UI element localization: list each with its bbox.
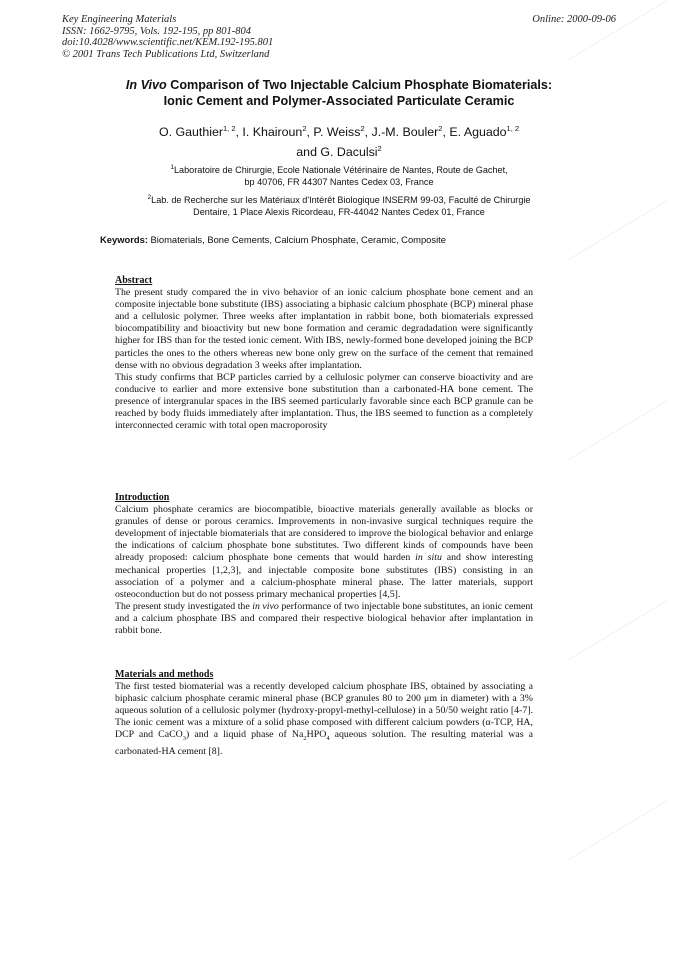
author-list: [40, 121, 638, 160]
subscript: 4: [326, 735, 330, 743]
affiliation-text: Lab. de Recherche sur les Matériaux d'Intérêt Biologique INSERM 99-03, Faculté de Chirurgie: [151, 195, 531, 206]
methods-text: aqueous solution. The resulting material was a carbonated-HA cement [8].: [115, 729, 534, 757]
author-name: O. Gauthier: [158, 125, 223, 140]
affiliation-2-line-1: [40, 192, 638, 206]
introduction-paragraph-1: [115, 504, 533, 601]
author-affil-mark: 1, 2: [506, 124, 520, 133]
methods-heading: Materials and methods: [115, 669, 214, 680]
affiliation-2: [40, 192, 638, 218]
author-affil-mark: 2: [302, 124, 307, 133]
faint-watermark: [558, 0, 678, 959]
affiliation-1-line-2: bp 40706, FR 44307 Nantes Cedex 03, France: [244, 177, 434, 188]
author-affil-mark: 2: [360, 124, 365, 133]
intro-text: Calcium phosphate ceramics are biocompatible, bioactive materials generally available as blocks or granules of dense or porous ceramics. Improvements in non-invasive surgical techniques require the development of injectable biomaterials that are considered to improve the biological behavior and enlarge the indications of calcium phosphate bone substitutes. Two different kinds of compounds have been already proposed: calcium phosphate bone cements that would harden: [115, 504, 533, 564]
intro-text: The present study investigated the: [115, 600, 253, 612]
methods-text: ) and a liquid phase of Na: [186, 729, 304, 741]
authors-line-1: [40, 121, 638, 141]
author-name: , P. Weiss: [306, 125, 361, 140]
journal-name: Key Engineering Materials: [62, 14, 177, 25]
intro-italic: in vivo: [252, 600, 279, 612]
paper-title: [40, 78, 638, 109]
introduction-heading: Introduction: [115, 492, 170, 503]
abstract-section: [115, 275, 533, 432]
affiliation-1: [40, 162, 638, 188]
keywords-text: Biomaterials, Bone Cements, Calcium Phosphate, Ceramic, Composite: [147, 234, 446, 245]
affiliation-mark: 2: [147, 194, 152, 201]
affiliation-1-line-1: [40, 162, 638, 176]
issn-line: ISSN: 1662-9795, Vols. 192-195, pp 801-804: [62, 25, 251, 37]
methods-text: HPO: [306, 729, 327, 741]
abstract-paragraph-1: The present study compared the in vivo behavior of an ionic calcium phosphate bone cement and an composite injectable bone substitute (IBS) associating a biphasic calcium phosphate (BCP) mineral phase and a cellulosic polymer. Three weeks after implantation in rabbit bone, both biomaterials expressed biocompatibility and bioactivity but new bone formation and ceramic degradadation were significantly higher for IBS than for the tested ionic cement. With IBS, newly-formed bone developed joining the BCP particles the ones to the others whereas new bone only grew on the surface of the cement that remained dense with no obvious degradation 3 weeks after implantation.: [115, 287, 533, 371]
intro-text: and show interesting mechanical properties [1,2,3], and injectable composite bone substitutes (IBS) consisting in an association of a polymer and a calcium-phosphate mineral phase. The latter materials, support osteoconduction but do not possess primary mechanical properties [4,5].: [115, 552, 534, 600]
affiliation-2-line-2: Dentaire, 1 Place Alexis Ricordeau, FR-44042 Nantes Cedex 01, France: [193, 207, 485, 218]
online-date: Online: 2000-09-06: [532, 14, 616, 25]
intro-text: performance of two injectable bone substitutes, an ionic cement and a calcium phosphate IBS and compared their respective biological behavior after implantation in rabbit bone.: [115, 600, 533, 637]
author-affil-mark: 2: [377, 143, 382, 153]
journal-header: [62, 14, 273, 60]
title-line-1-rest: Comparison of Two Injectable Calcium Phosphate Biomaterials:: [166, 78, 553, 92]
keywords: [100, 234, 620, 246]
subscript: 2: [303, 735, 307, 743]
copyright-line: © 2001 Trans Tech Publications Ltd, Switzerland: [62, 48, 270, 60]
affiliation-mark: 1: [170, 164, 174, 171]
author-affil-mark: 2: [438, 124, 443, 133]
keywords-label: Keywords:: [100, 234, 148, 245]
author-name: , I. Khairoun: [235, 125, 303, 140]
title-line-1: [40, 78, 638, 94]
methods-section: [115, 669, 533, 758]
authors-line-2: [40, 141, 638, 161]
affiliation-text: Laboratoire de Chirurgie, Ecole Nationale Vétérinaire de Nantes, Route de Gachet,: [173, 165, 508, 176]
methods-paragraph-1: [115, 681, 533, 758]
author-name: , E. Aguado: [442, 125, 507, 140]
abstract-paragraph-2: This study confirms that BCP particles carried by a cellulosic polymer can conserve bioactivity and are conducive to earlier and more extensive bone substitution than a carbonated-HA bone cement. The presence of intergranular spaces in the IBS seemed particularly favorable since each BCP granule can be reached by body fluids immediately after implantation. Thus, the IBS seemed to function as a completely interconnected ceramic with total open macroporosity: [115, 371, 533, 432]
doi-line: doi:10.4028/www.scientific.net/KEM.192-195.801: [62, 37, 274, 49]
intro-italic: in situ: [415, 552, 442, 564]
title-line-2: Ionic Cement and Polymer-Associated Particulate Ceramic: [163, 93, 515, 108]
title-italic: In Vivo: [125, 78, 167, 92]
methods-text: The first tested biomaterial was a recently developed calcium phosphate IBS, obtained by associating a biphasic calcium phosphate ceramic mineral phase (BCP granules 80 to 200 μm in diameter) with a 3% aqueous solution of a cellulosic polymer (hydroxy-propyl-methyl-cellulose) in a 50/50 weight ratio [4-7]. The ionic cement was a mixture of a solid phase composed with different calcium powders (α-TCP, HA, DCP and CaCO: [115, 681, 533, 741]
author-name: , J.-M. Bouler: [364, 125, 439, 140]
introduction-section: [115, 492, 533, 637]
subscript: 3: [182, 735, 186, 743]
introduction-paragraph-2: [115, 601, 533, 637]
watermark-pattern: [558, 0, 678, 959]
author-affil-mark: 1, 2: [222, 124, 236, 133]
author-name: and G. Daculsi: [296, 144, 378, 159]
abstract-heading: Abstract: [115, 275, 153, 286]
